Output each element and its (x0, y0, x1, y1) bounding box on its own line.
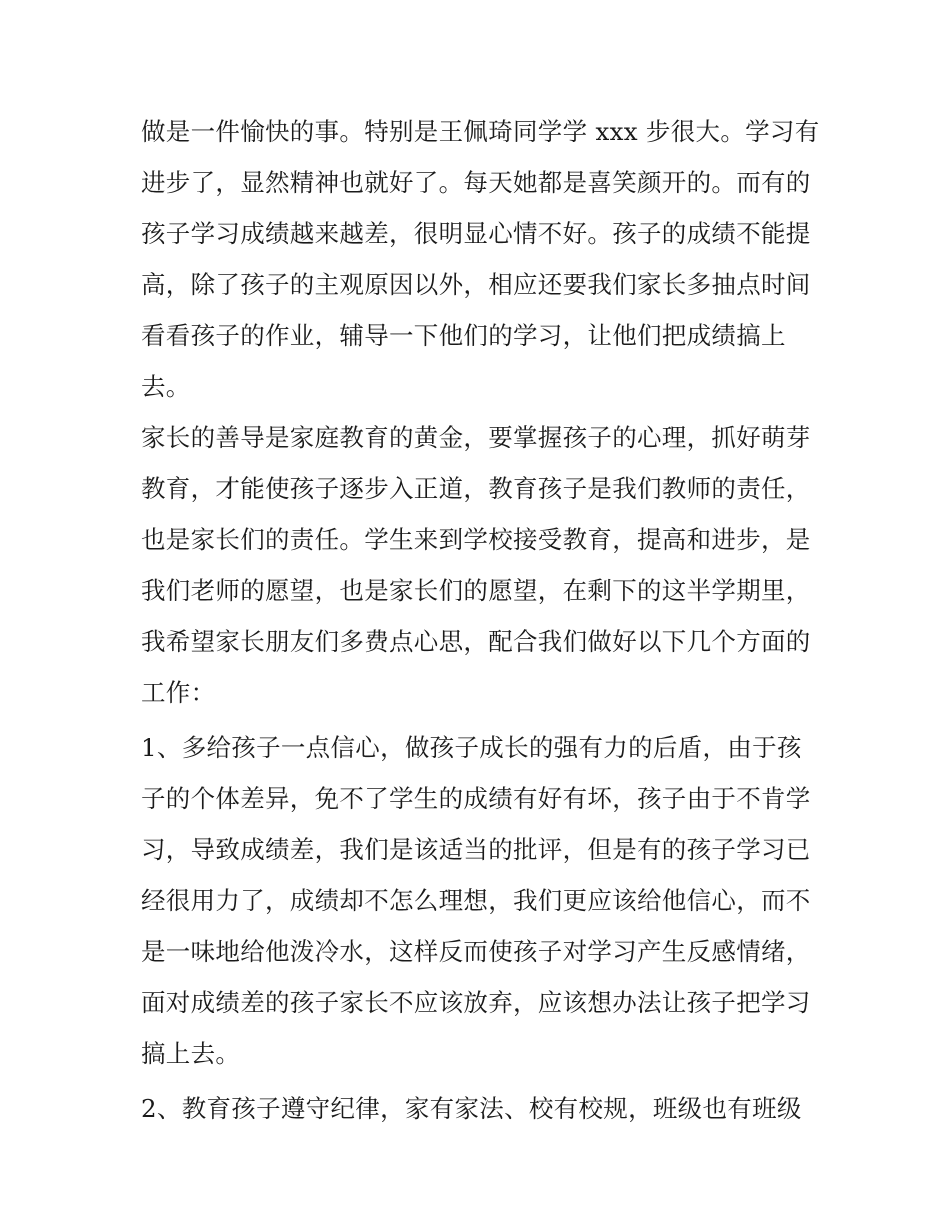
text-line: 子的个体差异，免不了学生的成绩有好有坏，孩子由于不肯学 (141, 784, 811, 813)
text-line: 去。 (141, 372, 191, 401)
text-line: 做是一件愉快的事。特别是王佩琦同学学 xxx 步很大。学习有 (141, 117, 820, 146)
text-line: 我希望家长朋友们多费点心思，配合我们做好以下几个方面的 (141, 627, 811, 656)
text-line: 教育，才能使孩子逐步入正道，教育孩子是我们教师的责任， (141, 474, 811, 503)
text-line: 家长的善导是家庭教育的黄金，要掌握孩子的心理，抓好萌芽 (141, 423, 811, 452)
text-line: 工作： (141, 678, 216, 707)
text-line: 进步了，显然精神也就好了。每天她都是喜笑颜开的。而有的 (141, 168, 811, 197)
text-line: 搞上去。 (141, 1039, 241, 1068)
text-line: 1、多给孩子一点信心，做孩子成长的强有力的后盾，由于孩 (141, 733, 802, 762)
text-line: 高，除了孩子的主观原因以外，相应还要我们家长多抽点时间 (141, 270, 811, 299)
document-body (141, 106, 821, 1134)
text-line: 我们老师的愿望，也是家长们的愿望，在剩下的这半学期里， (141, 576, 811, 605)
text-line: 习，导致成绩差，我们是该适当的批评，但是有的孩子学习已 (141, 835, 811, 864)
text-line: 看看孩子的作业，辅导一下他们的学习，让他们把成绩搞上 (141, 321, 786, 350)
text-line: 2、教育孩子遵守纪律，家有家法、校有校规，班级也有班级 (141, 1094, 802, 1123)
text-line: 也是家长们的责任。学生来到学校接受教育，提高和进步，是 (141, 525, 811, 554)
text-line: 是一味地给他泼冷水，这样反而使孩子对学习产生反感情绪， (141, 937, 811, 966)
text-line: 面对成绩差的孩子家长不应该放弃，应该想办法让孩子把学习 (141, 988, 811, 1017)
text-line: 经很用力了，成绩却不怎么理想，我们更应该给他信心，而不 (141, 886, 811, 915)
text-line: 孩子学习成绩越来越差，很明显心情不好。孩子的成绩不能提 (141, 219, 811, 248)
